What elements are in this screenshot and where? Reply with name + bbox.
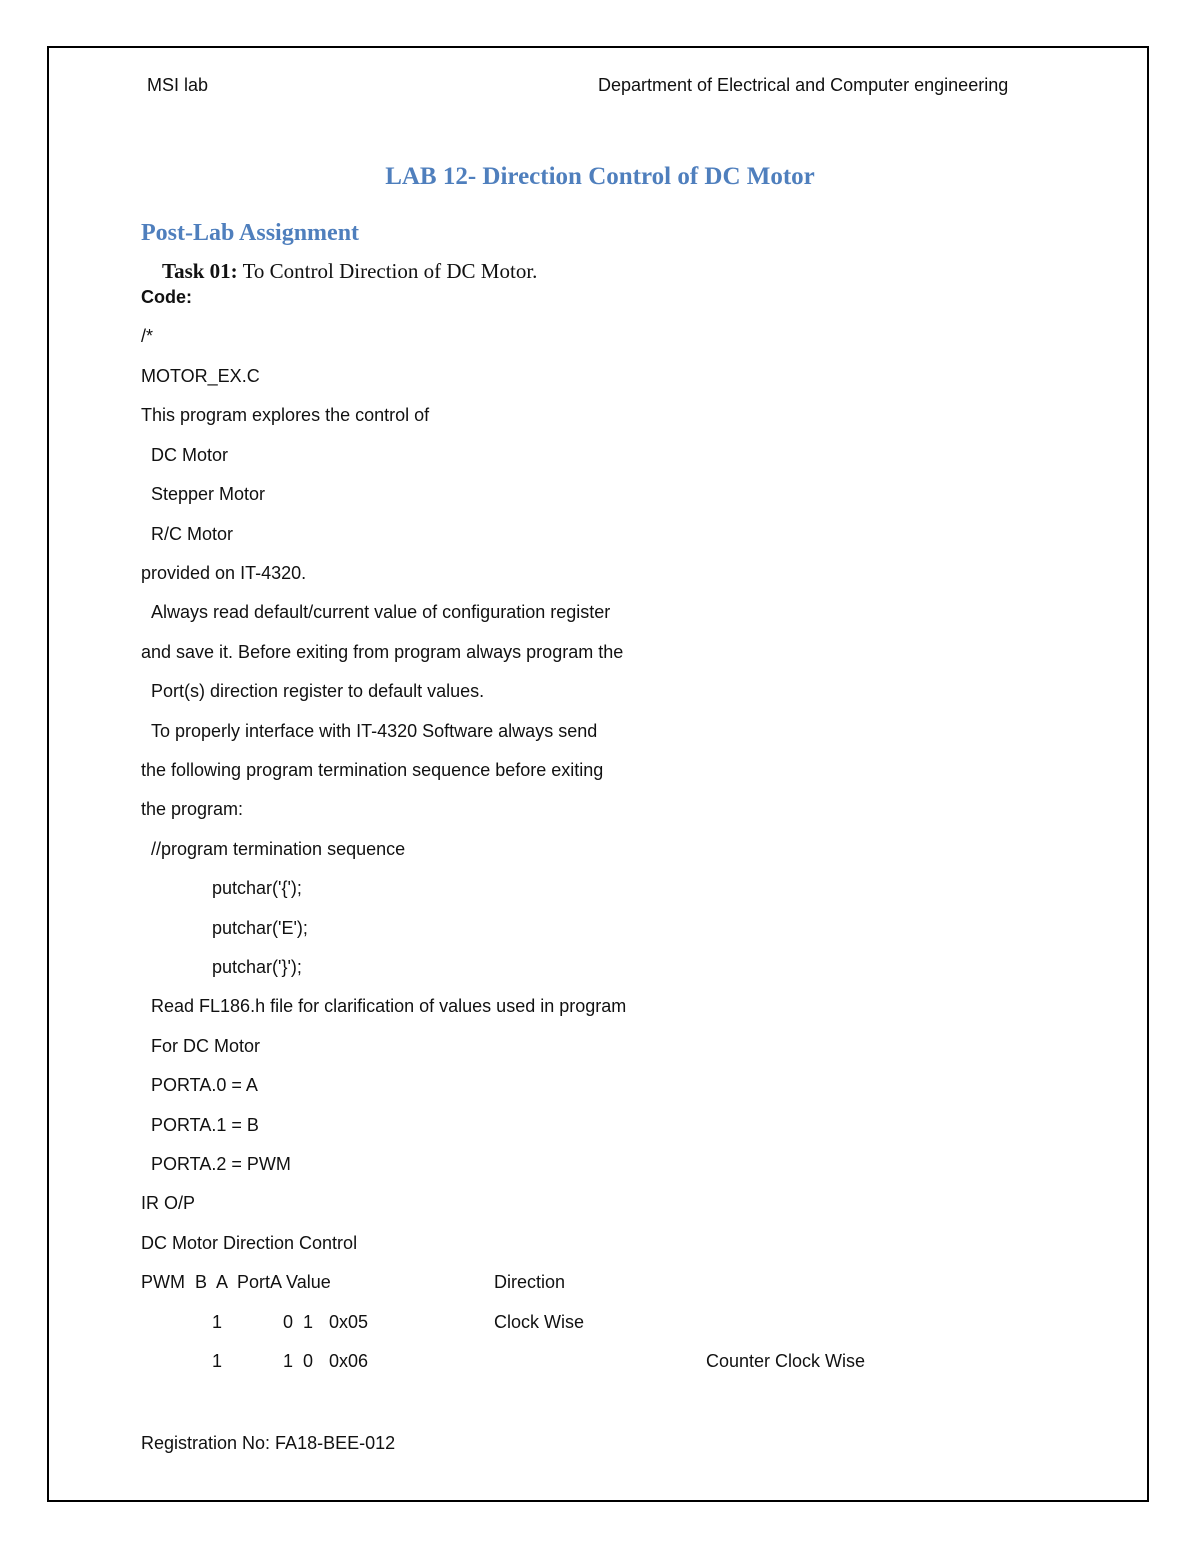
table-cell-direction: Clock Wise xyxy=(494,1312,585,1332)
section-heading: Post-Lab Assignment xyxy=(141,220,360,246)
code-label: Code: xyxy=(141,287,192,307)
task-label: Task 01: xyxy=(162,259,238,283)
table-cell-value: 0x06 xyxy=(329,1351,369,1371)
code-line: IR O/P xyxy=(141,1193,196,1213)
task-text: To Control Direction of DC Motor. xyxy=(242,259,538,283)
code-line: This program explores the control of xyxy=(141,405,430,425)
code-line: Stepper Motor xyxy=(151,484,266,504)
code-line: provided on IT-4320. xyxy=(141,563,307,583)
code-line: DC Motor xyxy=(151,445,229,465)
code-line: putchar('{'); xyxy=(212,878,302,898)
code-line: PORTA.1 = B xyxy=(151,1115,259,1135)
code-line: MOTOR_EX.C xyxy=(141,366,260,386)
table-cell-pwm: 1 xyxy=(212,1351,223,1371)
header-left: MSI lab xyxy=(147,75,209,95)
code-line: and save it. Before exiting from program always program the xyxy=(141,642,624,662)
code-line: the program: xyxy=(141,799,244,819)
code-line: //program termination sequence xyxy=(151,839,406,859)
table-cell-value: 0x05 xyxy=(329,1312,369,1332)
table-cell-direction: Counter Clock Wise xyxy=(706,1351,866,1371)
table-cell-ba: 1 0 xyxy=(283,1351,314,1371)
code-line: To properly interface with IT-4320 Software always send xyxy=(151,721,598,741)
header-right: Department of Electrical and Computer engineering xyxy=(598,75,1009,95)
code-line: DC Motor Direction Control xyxy=(141,1233,358,1253)
code-line: PORTA.2 = PWM xyxy=(151,1154,291,1174)
code-line: PORTA.0 = A xyxy=(151,1075,258,1095)
code-line: putchar('E'); xyxy=(212,918,308,938)
code-line: R/C Motor xyxy=(151,524,234,544)
code-line: Port(s) direction register to default values. xyxy=(151,681,485,701)
lab-title: LAB 12- Direction Control of DC Motor xyxy=(385,163,815,190)
table-header-columns: PWM B A PortA Value xyxy=(141,1272,331,1292)
table-cell-pwm: 1 xyxy=(212,1312,223,1332)
code-line: Read FL186.h file for clarification of values used in program xyxy=(151,996,627,1016)
table-cell-ba: 0 1 xyxy=(283,1312,314,1332)
task-line xyxy=(162,259,537,284)
code-line: the following program termination sequence before exiting xyxy=(141,760,604,780)
code-line: For DC Motor xyxy=(151,1036,261,1056)
code-line: putchar('}'); xyxy=(212,957,302,977)
code-line: Always read default/current value of configuration register xyxy=(151,602,611,622)
registration-number: Registration No: FA18-BEE-012 xyxy=(141,1433,396,1453)
table-header-direction: Direction xyxy=(494,1272,566,1292)
code-line: /* xyxy=(141,326,154,346)
